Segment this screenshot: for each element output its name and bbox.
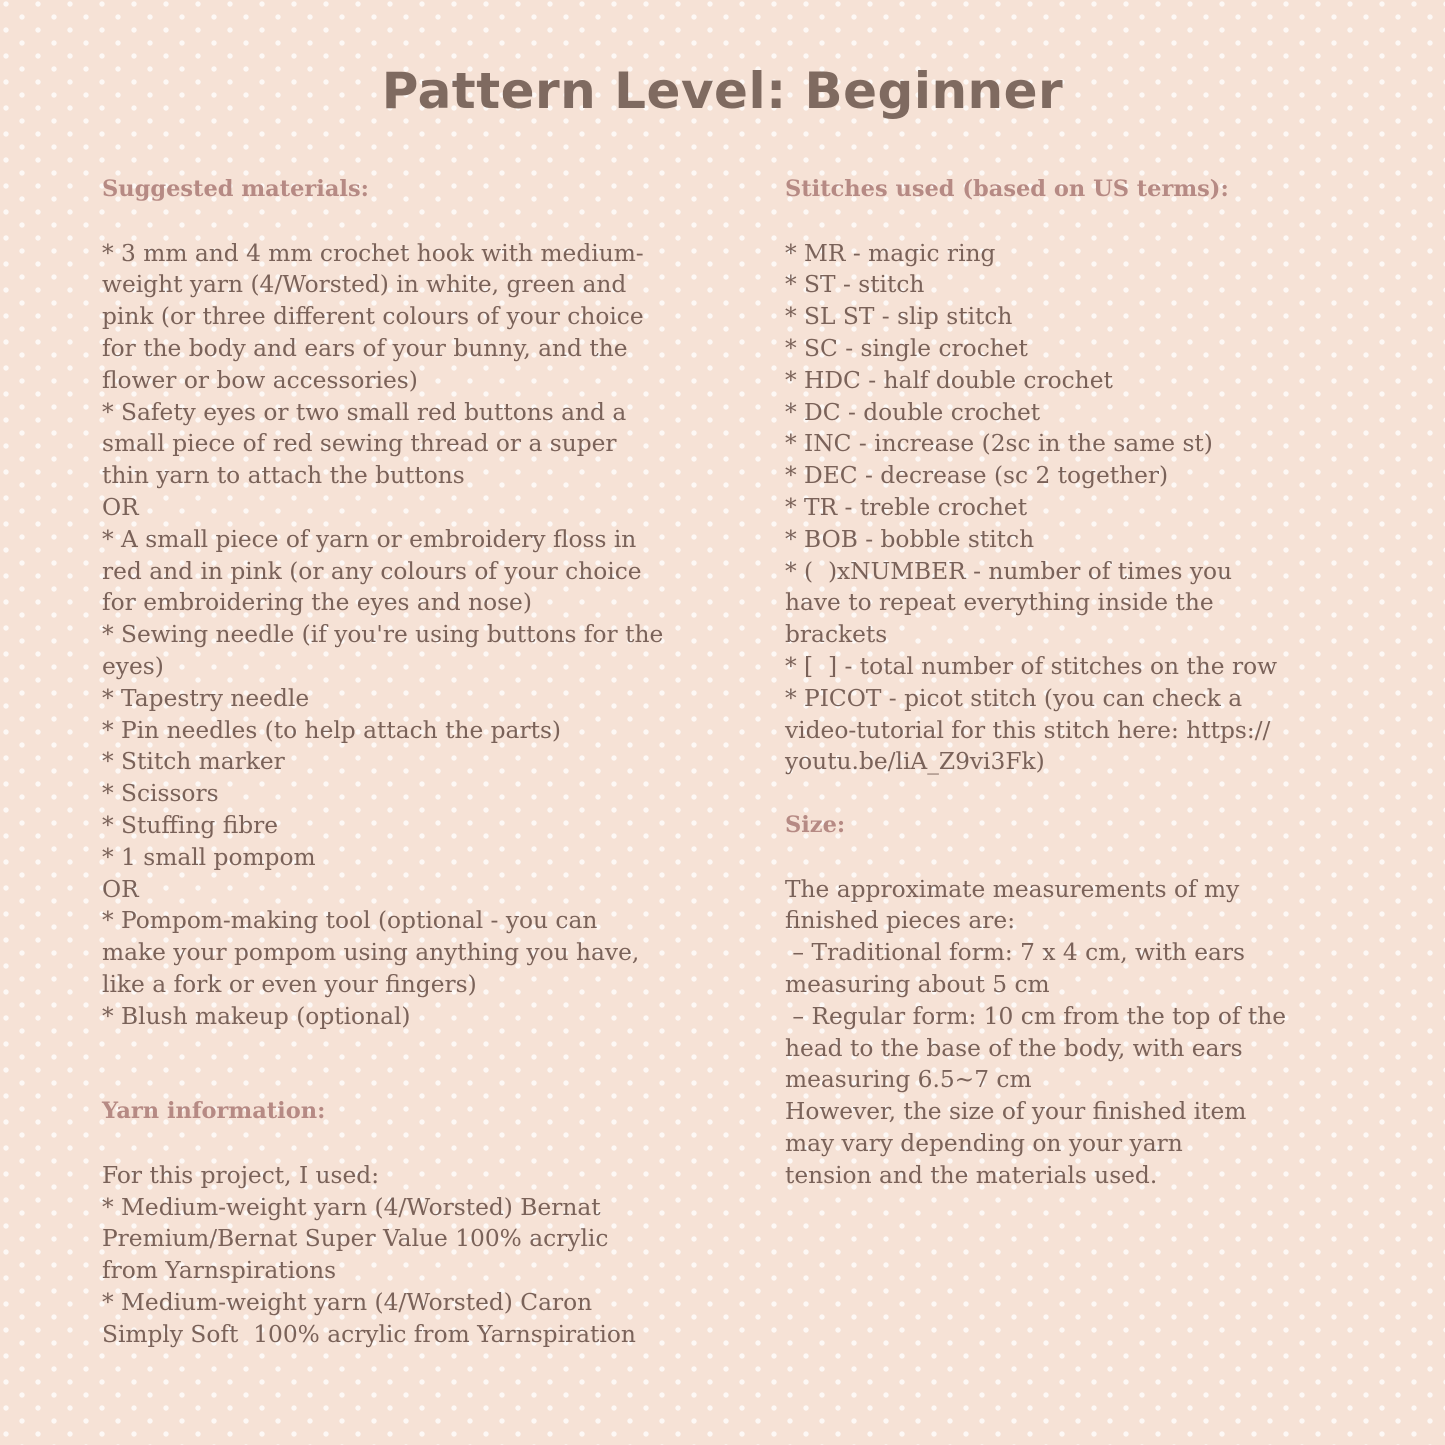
stitches-line: * INC - increase (2sc in the same st) <box>785 430 1213 458</box>
size-line: head to the base of the body, with ears <box>785 1034 1243 1062</box>
stitches-line: * ( )xNUMBER - number of times you <box>785 557 1233 585</box>
materials-line: make your pompom using anything you have, <box>102 939 640 967</box>
stitches-list <box>785 238 1360 779</box>
materials-line: * Sewing needle (if you're using buttons for the <box>102 621 664 649</box>
materials-line: red and in pink (or any colours of your choice <box>102 557 642 585</box>
stitches-line: * DEC - decrease (sc 2 together) <box>785 462 1169 490</box>
size-line: However, the size of your finished item <box>785 1098 1247 1126</box>
yarn-line: * Medium-weight yarn (4/Worsted) Caron <box>102 1288 593 1316</box>
materials-line: * 1 small pompom <box>102 843 316 871</box>
materials-line: for embroidering the eyes and nose) <box>102 589 532 617</box>
stitches-line: * [ ] - total number of stitches on the row <box>785 652 1278 680</box>
stitches-line: youtu.be/liA_Z9vi3Fk) <box>785 748 1045 776</box>
materials-line: * Tapestry needle <box>102 684 310 712</box>
yarn-line: * Medium-weight yarn (4/Worsted) Bernat <box>102 1193 601 1221</box>
materials-line: like a fork or even your fingers) <box>102 970 477 998</box>
materials-line: * Pin needles (to help attach the parts) <box>102 716 561 744</box>
materials-line: * Stitch marker <box>102 748 285 776</box>
size-heading: Size: <box>785 811 846 838</box>
materials-line: weight yarn (4/Worsted) in white, green and <box>102 271 627 299</box>
materials-line: OR <box>102 493 139 521</box>
materials-line: for the body and ears of your bunny, and the <box>102 334 628 362</box>
materials-line: * Pompom-making tool (optional - you can <box>102 907 598 935</box>
stitches-line: * PICOT - picot stitch (you can check a <box>785 684 1243 712</box>
stitches-line: * DC - double crochet <box>785 398 1041 426</box>
materials-line: small piece of red sewing thread or a super <box>102 430 617 458</box>
yarn-line: For this project, I used: <box>102 1161 380 1189</box>
materials-line: * Stuffing fibre <box>102 811 279 839</box>
materials-line: * 3 mm and 4 mm crochet hook with medium- <box>102 239 644 267</box>
materials-list <box>102 238 752 1033</box>
materials-line: eyes) <box>102 652 164 680</box>
size-line: – Regular form: 10 cm from the top of the <box>785 1002 1287 1030</box>
yarn-line: Premium/Bernat Super Value 100% acrylic <box>102 1225 609 1253</box>
yarn-heading: Yarn information: <box>102 1098 326 1125</box>
materials-line: pink (or three different colours of your choice <box>102 303 644 331</box>
stitches-line: have to repeat everything inside the <box>785 589 1214 617</box>
size-line: measuring about 5 cm <box>785 970 1050 998</box>
materials-line: thin yarn to attach the buttons <box>102 462 465 490</box>
stitches-line: * SL ST - slip stitch <box>785 303 1013 331</box>
size-line: measuring 6.5~7 cm <box>785 1066 1032 1094</box>
materials-line: OR <box>102 875 139 903</box>
stitches-line: video-tutorial for this stitch here: https:// <box>785 716 1271 744</box>
size-line: tension and the materials used. <box>785 1161 1158 1189</box>
materials-line: * Safety eyes or two small red buttons and a <box>102 398 627 426</box>
stitches-line: * HDC - half double crochet <box>785 366 1113 394</box>
size-list <box>785 874 1360 1192</box>
stitches-heading: Stitches used (based on US terms): <box>785 176 1229 202</box>
stitches-line: * BOB - bobble stitch <box>785 525 1035 553</box>
materials-heading: Suggested materials: <box>102 176 369 202</box>
stitches-line: * SC - single crochet <box>785 334 1028 362</box>
materials-line: * Blush makeup (optional) <box>102 1002 411 1030</box>
stitches-line: * TR - treble crochet <box>785 493 1028 521</box>
size-line: may vary depending on your yarn <box>785 1129 1183 1157</box>
yarn-line: Simply Soft 100% acrylic from Yarnspiration <box>102 1320 636 1348</box>
materials-line: flower or bow accessories) <box>102 366 418 394</box>
size-line: The approximate measurements of my <box>785 875 1240 903</box>
materials-line: * Scissors <box>102 780 219 808</box>
materials-line: * A small piece of yarn or embroidery floss in <box>102 525 637 553</box>
left-column <box>102 174 752 1350</box>
stitches-line: brackets <box>785 621 888 649</box>
yarn-list <box>102 1160 752 1351</box>
size-line: – Traditional form: 7 x 4 cm, with ears <box>785 939 1245 967</box>
size-line: finished pieces are: <box>785 907 1016 935</box>
stitches-line: * ST - stitch <box>785 271 925 299</box>
stitches-line: * MR - magic ring <box>785 239 996 267</box>
right-column <box>785 174 1360 1192</box>
page-title: Pattern Level: Beginner <box>381 62 1064 120</box>
yarn-line: from Yarnspirations <box>102 1257 337 1285</box>
